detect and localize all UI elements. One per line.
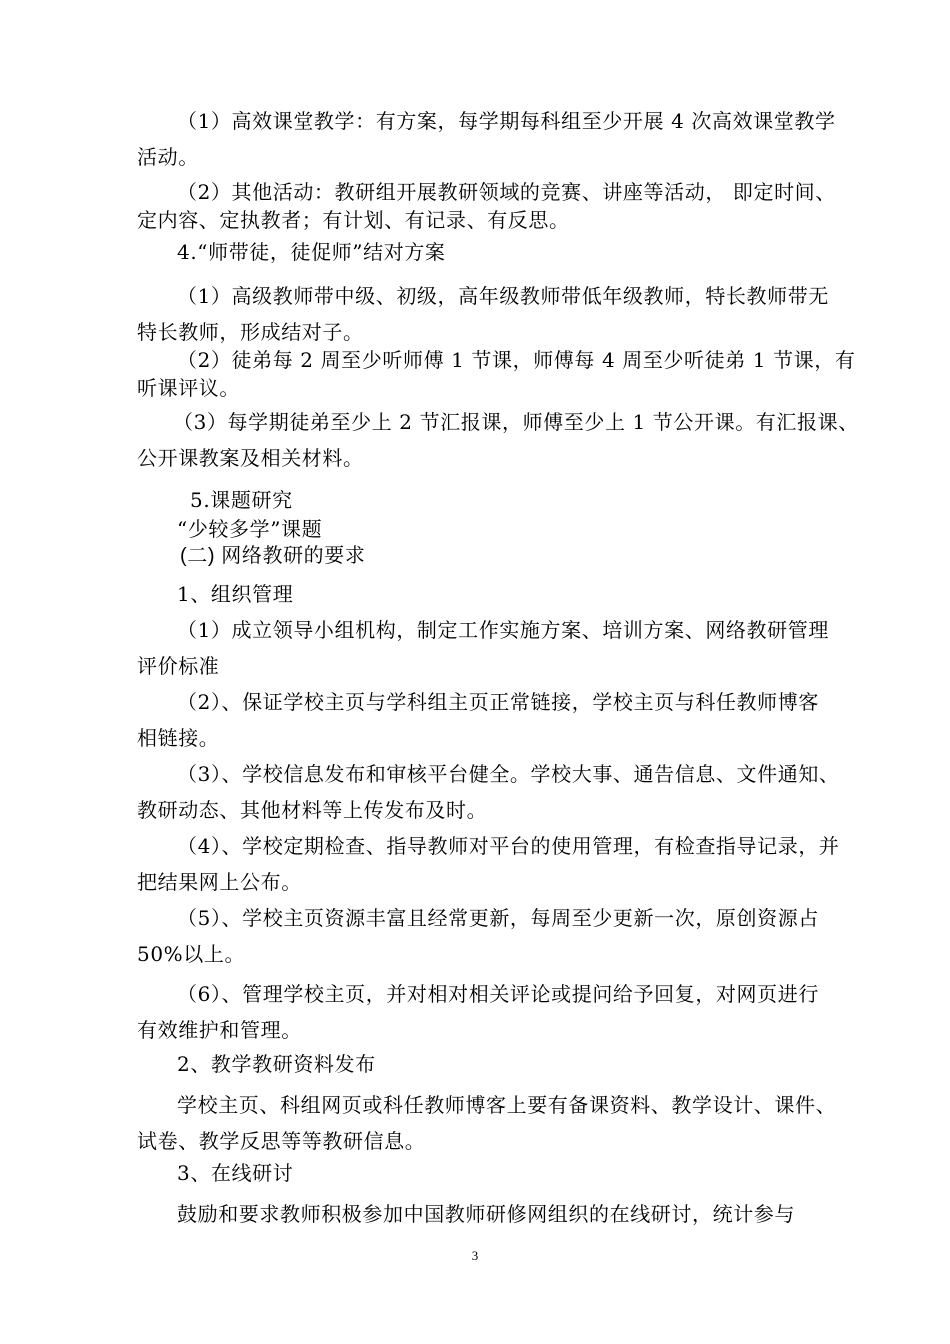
paragraph-resource-updates: [137, 900, 867, 972]
paragraph-other-activities: [137, 174, 867, 238]
paragraph-mentor-pairing: [137, 278, 867, 350]
text-line: （1）成立领导小组机构，制定工作实施方案、培训方案、网络教研管理: [177, 618, 829, 642]
paragraph-efficient-classroom: [137, 103, 867, 175]
text-line: 1、组织管理: [177, 582, 294, 606]
paragraph-report-lessons: [137, 404, 867, 476]
text-line: 活动。: [137, 145, 199, 169]
text-line: 定内容、定执教者；有计划、有记录、有反思。: [137, 208, 570, 232]
heading-materials-release: [137, 1046, 867, 1082]
text-line: （4）、学校定期检查、指导教师对平台的使用管理，有检查指导记录，并: [177, 834, 840, 858]
text-line: 相链接。: [137, 726, 220, 750]
text-line: “少较多学”课题: [177, 517, 323, 541]
paragraph-homepage-links: [137, 684, 867, 756]
heading-mentor-plan: [137, 234, 867, 270]
text-line: （2）其他活动：教研组开展教研领域的竞赛、讲座等活动， 即定时间、: [177, 180, 836, 204]
text-line: 公开课教案及相关材料。: [137, 446, 364, 470]
heading-online-research: [137, 538, 867, 574]
text-line: 把结果网上公布。: [137, 870, 302, 894]
text-line: 有效维护和管理。: [137, 1018, 302, 1042]
paragraph-regular-checks: [137, 828, 867, 900]
text-line: 5.课题研究: [190, 488, 293, 512]
text-line: 2、教学教研资料发布: [177, 1052, 376, 1076]
text-line: 特长教师，形成结对子。: [137, 320, 364, 344]
text-line: 学校主页、科组网页或科任教师博客上要有备课资料、教学设计、课件、: [177, 1093, 837, 1117]
text-line: （5）、学校主页资源丰富且经常更新，每周至少更新一次，原创资源占: [177, 906, 819, 930]
text-line: （2）徒弟每 2 周至少听师傅 1 节课，师傅每 4 周至少听徒弟 1 节课，有: [177, 348, 856, 372]
paragraph-leadership-group: [137, 612, 867, 684]
heading-online-discussion: [137, 1155, 867, 1191]
text-line: （2）、保证学校主页与学科组主页正常链接，学校主页与科任教师博客: [177, 690, 819, 714]
text-line: (二) 网络教研的要求: [180, 545, 366, 567]
text-line: 听课评议。: [137, 376, 240, 400]
text-line: 评价标准: [137, 654, 220, 678]
text-line: 3、在线研讨: [177, 1161, 294, 1185]
paragraph-lesson-observation: [137, 342, 867, 406]
heading-organization-management: [137, 576, 867, 612]
text-line: 鼓励和要求教师积极参加中国教师研修网组织的在线研讨，统计参与: [177, 1202, 795, 1226]
text-line: 教研动态、其他材料等上传发布及时。: [137, 798, 488, 822]
text-line: 4.“师带徒，徒促师”结对方案: [177, 240, 446, 264]
text-line: （1）高效课堂教学：有方案，每学期每科组至少开展 4 次高效课堂教学: [177, 109, 836, 133]
page-number: 3: [471, 1248, 479, 1263]
paragraph-homepage-maintenance: [137, 976, 867, 1048]
paragraph-online-discussion: [137, 1196, 867, 1232]
paragraph-materials-content: [137, 1087, 867, 1159]
text-line: （1）高级教师带中级、初级，高年级教师带低年级教师，特长教师带无: [177, 284, 829, 308]
text-line: （3）每学期徒弟至少上 2 节汇报课，师傅至少上 1 节公开课。有汇报课、: [173, 410, 859, 434]
text-line: 50%以上。: [137, 942, 246, 966]
text-line: （6）、管理学校主页，并对相对相关评论或提问给予回复，对网页进行: [177, 982, 819, 1006]
paragraph-info-platform: [137, 756, 867, 828]
text-line: 试卷、教学反思等等教研信息。: [137, 1129, 426, 1153]
text-line: （3）、学校信息发布和审核平台健全。学校大事、通告信息、文件通知、: [177, 762, 840, 786]
